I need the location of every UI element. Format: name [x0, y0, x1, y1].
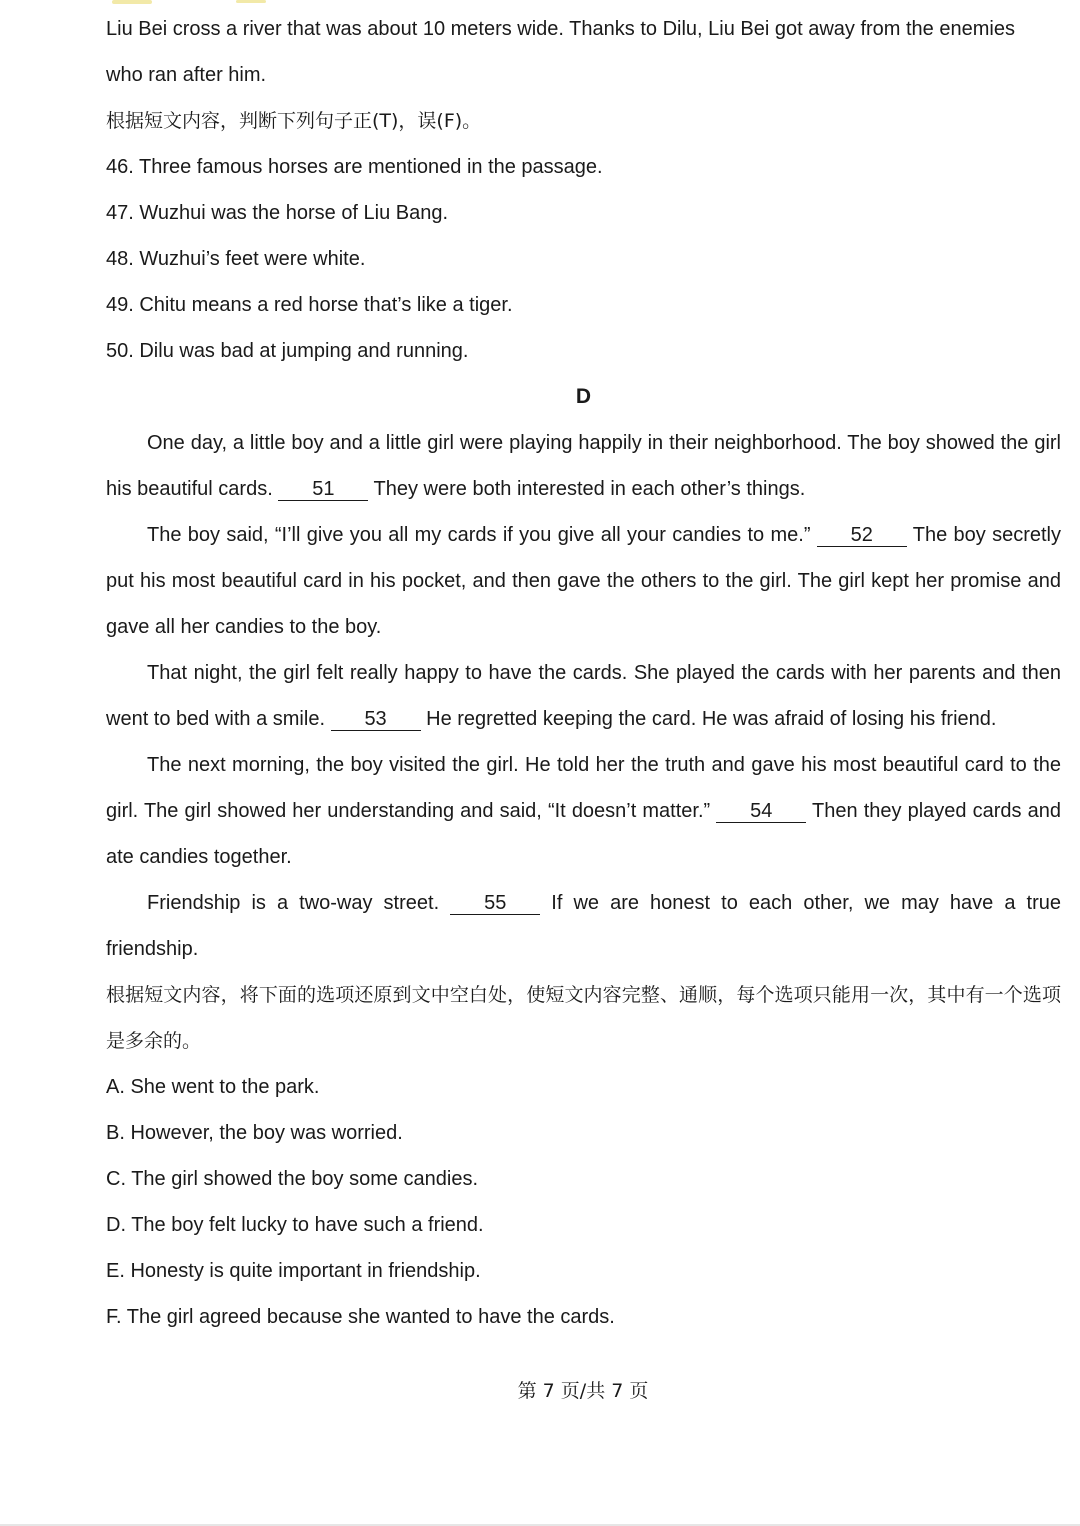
tf-question: 48. Wuzhui’s feet were white.: [106, 248, 366, 270]
option-item: A. She went to the park.: [106, 1076, 320, 1098]
passage-paragraph: [106, 742, 1061, 880]
blank-55: 55: [450, 892, 540, 915]
document-page: [106, 6, 1061, 1340]
option-item: F. The girl agreed because she wanted to have the cards.: [106, 1306, 615, 1328]
tf-instruction: 根据短文内容，判断下列句子正(T)，误(F)。: [106, 110, 482, 132]
passage-text: Then they played cards and ate candies together.: [106, 800, 1061, 868]
blank-51: 51: [278, 478, 368, 501]
intro-line: who ran after him.: [106, 64, 267, 86]
passage-text: That night, the girl felt really happy to have the cards. She played the cards with her parents and then went to bed with a smile.: [106, 662, 1061, 730]
passage-paragraph: [106, 880, 1061, 972]
option-item: E. Honesty is quite important in friendship.: [106, 1260, 481, 1282]
passage-text: They were both interested in each other’s things.: [373, 478, 806, 500]
blank-52: 52: [817, 524, 907, 547]
passage-paragraph: [106, 650, 1061, 742]
tf-question: 49. Chitu means a red horse that’s like a tiger.: [106, 294, 513, 316]
passage-text: Friendship is a two-way street.: [147, 892, 440, 914]
passage-paragraph: [106, 420, 1061, 512]
blank-53: 53: [331, 708, 421, 731]
passage-text: If we are honest to each other, we may have a true friendship.: [106, 892, 1062, 960]
section-heading: D: [575, 385, 592, 408]
passage-text: He regretted keeping the card. He was afraid of losing his friend.: [426, 708, 997, 730]
passage-text: The boy secretly put his most beautiful card in his pocket, and then gave the others to the girl. The girl kept her promise and gave all her candies to the boy.: [106, 524, 1061, 638]
page-number-footer: 第 7 页/共 7 页: [517, 1380, 649, 1402]
tf-question: 47. Wuzhui was the horse of Liu Bang.: [106, 202, 449, 224]
intro-line: Liu Bei cross a river that was about 10 meters wide. Thanks to Dilu, Liu Bei got away from the enemies: [106, 18, 1015, 40]
passage-paragraph: [106, 512, 1061, 650]
option-item: B. However, the boy was worried.: [106, 1122, 403, 1144]
passage-text: The next morning, the boy visited the girl. He told her the truth and gave his most beautiful card to the girl. The girl showed her understanding and said, “It doesn’t matter.”: [106, 754, 1061, 822]
passage-text: One day, a little boy and a little girl were playing happily in their neighborhood. The boy showed the girl his beautiful cards.: [106, 432, 1061, 500]
tf-question: 50. Dilu was bad at jumping and running.: [106, 340, 469, 362]
option-item: C. The girl showed the boy some candies.: [106, 1168, 479, 1190]
options-instruction: 根据短文内容，将下面的选项还原到文中空白处，使短文内容完整、通顺，每个选项只能用一次，其中有一个选项是多余的。: [106, 984, 1061, 1052]
highlight-mark: [112, 0, 152, 4]
option-item: D. The boy felt lucky to have such a friend.: [106, 1214, 484, 1236]
highlight-mark: [236, 0, 266, 3]
tf-question: 46. Three famous horses are mentioned in the passage.: [106, 156, 603, 178]
passage-text: The boy said, “I’ll give you all my cards if you give all your candies to me.”: [147, 524, 811, 546]
blank-54: 54: [716, 800, 806, 823]
